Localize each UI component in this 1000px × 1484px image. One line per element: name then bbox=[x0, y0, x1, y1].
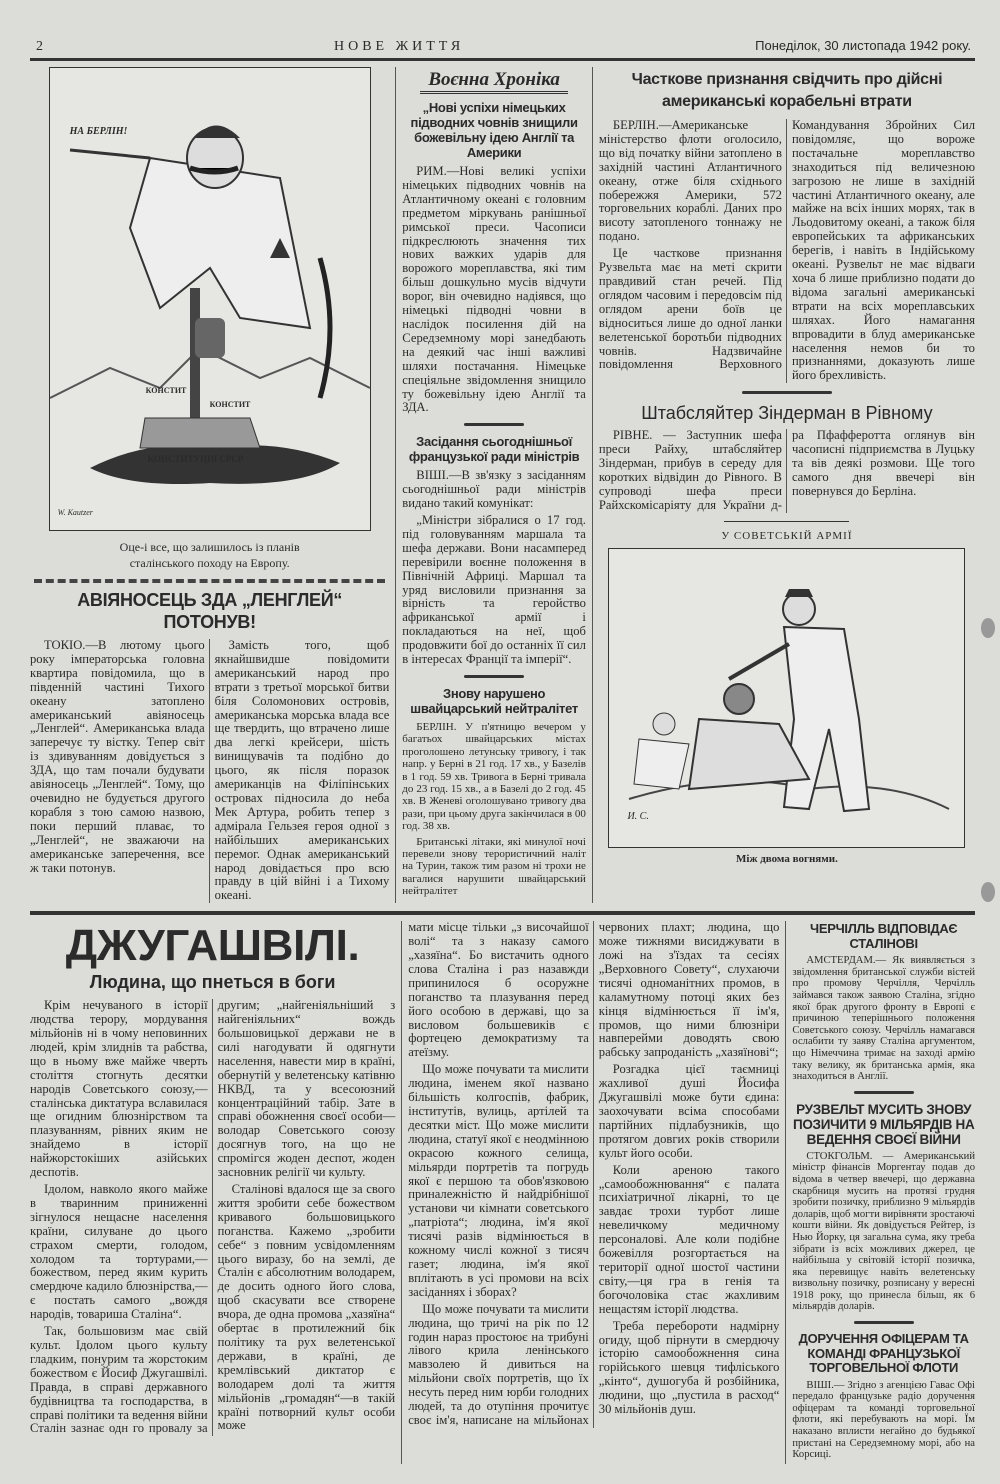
cartoon-stalin bbox=[49, 67, 371, 531]
sindermann-headline: Штабсляйтер Зіндерман в Рівному bbox=[641, 403, 933, 424]
ornament-divider bbox=[464, 675, 524, 678]
soviet-army-cartoon-caption: Між двома вогнями. bbox=[736, 852, 838, 865]
stalin-article-left bbox=[30, 921, 395, 1436]
soviet-army-cartoon-title: У СОВЕТСЬКІЙ АРМІЇ bbox=[721, 529, 853, 542]
column-divider bbox=[395, 67, 396, 903]
paragraph: АМСТЕРДАМ.— Як виявляється з звідомлення британської служби вістей про промову Черчілля, Черчілль займався також заявою Сталіна, згідно якої брак другого фронту в Европі є причиною теперішнього положення Советського союзу. Черчілль намагався ослабити ту заяву Сталіна аргументом, що Німеччина тримає на заході армію таку велику, як британська армія, яка знаходиться в Англії. bbox=[792, 955, 975, 1083]
stalin-article-body-part2 bbox=[408, 921, 779, 1428]
us-losses-headline: Часткове признання свідчить про дійсні американські корабельні втрати bbox=[631, 71, 943, 110]
cartoon-lettering-konstit-1: КОНСТИТ bbox=[145, 386, 187, 395]
churchill-article-body bbox=[792, 955, 975, 1083]
langley-article-body bbox=[30, 639, 389, 903]
cartoon-soviet-army bbox=[608, 548, 965, 848]
column-divider bbox=[785, 921, 786, 1464]
cartoon-signature: W. Kautzer bbox=[57, 508, 93, 517]
dotted-rule bbox=[34, 579, 385, 583]
swiss-neutrality-article-body bbox=[402, 721, 586, 898]
paragraph: мати місце тільки „з височайшої волі“ та з наказу самого „хазяїна“. Бо вистачить одного слова Сталіна і раз назавжди припинилося б осоружне поганство та плазування перед його особою в державі, що за висловом большевиків є фортецею демократизму та атеїзму. bbox=[408, 920, 589, 1060]
vichy-fleet-headline: ДОРУЧЕННЯ ОФІЦЕРАМ ТА КОМАНДІ ФРАНЦУЗЬКОЇ ТОРГОВЕЛЬНОЇ ФЛОТИ bbox=[798, 1331, 969, 1376]
u-boat-headline: „Нові успіхи німецьких підводних човнів знищили божевільну ідею Англії та Америки bbox=[410, 100, 578, 160]
right-column bbox=[599, 67, 975, 865]
column-divider bbox=[401, 921, 402, 1464]
paragraph: СТОКГОЛЬМ. — Американський міністр фінансів Моргентау подав до відома в четвер ввечері, що державна скарбниця мусить на протязі грудня зробити позичку, приблизно 9 мільярдів доларів, щоб могти вирівняти зростаючі кошти війни. Як довідується Рейтер, із Нью Йорку, ця загальна сума, яку треба зібрати із всіх можливих джерел, це найбільша у світовій історії позичка, яка перевищує навіть велетенську визвольну позичку, розписану у вересні 1918 року, що принесла більш, як 6 мільярдів доларів. bbox=[792, 1150, 975, 1313]
war-chronicle-column bbox=[402, 67, 586, 901]
paragraph: Розгадка цієї таємниці жахливої душі Йосифа Джугашвілі може бути єдина: заохочувати всіма способами партійних підлабузників, що протягом довгих років створили культ його особи. bbox=[598, 1062, 780, 1160]
paragraph: Ідолом, навколо якого майже в тваринним приниженні зігнулося нещасне населення країни, силуване до цього страхом смерти, голодом, холодом та тортурами,—божеством, перед яким курить смердюче кадило блюзнірства,—є постать самого „вождя народів, товариша Сталіна“. bbox=[30, 1182, 208, 1322]
left-column bbox=[30, 67, 389, 903]
masthead bbox=[30, 38, 975, 61]
top-section bbox=[30, 67, 975, 903]
cartoon-lettering-constitution: КОНСТИТУЦІЯ СРСР bbox=[147, 454, 244, 464]
news-briefs-column bbox=[792, 921, 975, 1464]
paragraph: Що може почувати та мислити людина, що тричі на рік по 12 годин нараз простоює на трибуні лівого крила ленінського мавзолею й дивиться на мільйони своїх портретів, що їх несуть перед ним юрби голодних людей, та до отупіння прочитує своє ім'я, написане на мільйонах червоних плахт; людина, що може тижнями висиджувати в ложі на з'їздах та сесіях „Верховного Совету“, слухаючи тисячі одноманітних промов, в каламутному потоці яких без кінця відмінюється її ім'я, промов, що ними блюзніри навперейми доводять свою рабську запроданість „хазяїнові“; bbox=[408, 920, 780, 1427]
langley-headline: АВІЯНОСЕЦЬ ЗДА „ЛЕНГЛЕЙ“ ПОТОНУВ! bbox=[77, 590, 343, 632]
war-chronicle-rubric: Воєнна Хроніка bbox=[420, 69, 568, 94]
us-losses-article-body bbox=[599, 119, 975, 383]
cartoon-stalin-caption bbox=[30, 539, 389, 571]
swiss-neutrality-headline: Знову нарушено швайцарський нейтралітет bbox=[410, 686, 578, 716]
bottom-section bbox=[30, 921, 975, 1464]
paragraph: Сталінові вдалося ще за свого життя зробити себе божеством кривавого большовицького поганства. Кажемо „зробити себе“ з повним усвідомленням цього виразу, бо на землі, де Сталін є абсолютним володарем, де досить одного його слова, щоб скасувати все створене вчора, де одна промова „хазяїна“ обертає в протилежний бік політику та рух велетенської держави, в країні, де кремлівський диктатор є володарем долі та життя мільйонів „громадян“—в такій країні потворний культ особи може bbox=[217, 1182, 396, 1433]
french-council-headline: Засідання сьогоднішньої французької ради міністрів bbox=[408, 434, 580, 465]
cartoon-signature: И. С. bbox=[627, 810, 649, 822]
french-council-article-body bbox=[402, 469, 586, 667]
caption-line-1: Оце-і все, що залишилось із планів bbox=[119, 540, 300, 554]
paragraph: ВІШІ.— Згідно з агенцією Гавас Офі передало французьке радіо доручення офіцерам та команді торговельної флоти, які перебувають на морі. Їм наказано вплисти негайно до будьякої пристані на Середземному морі, або на Корсиці. bbox=[792, 1379, 975, 1461]
stalin-article-headline: ДЖУГАШВІЛІ. bbox=[65, 921, 360, 971]
commissar-soldiers-illustration bbox=[609, 549, 964, 847]
section-thick-rule bbox=[30, 911, 975, 915]
churchill-headline: ЧЕРЧІЛЛЬ ВІДПОВІДАЄ СТАЛІНОВІ bbox=[810, 921, 958, 952]
column-divider bbox=[592, 67, 593, 903]
paragraph: „Міністри зібралися о 17 год. під головуванням маршала та шефа держави. Вони насамперед перевірили воєнне положення в Північній Африці. Маршал та уряд висловили признання за вірність та геройство африканської армії і покладаються на неї, щоб продовжити бої до останніх її сил в інтересах Франції та імперії“. bbox=[402, 513, 586, 667]
paragraph: ВІШІ.—В зв'язку з засіданням сьогоднішньої ради міністрів видано такий комунікат: bbox=[402, 468, 586, 511]
paragraph: Замість того, щоб якнайшвидше повідомити американський народ про втрати з третьої морської битви біля Соломонових островів, американська морська влада все ще твердить, що втрачено лише два легкі крейсери, шість винищувачів та подібно до цього, як після поразок американців на Філіпінських островах підносила до неба Мек Артура, робить тепер з адмірала Гельзея героя одної з найбільших американських перемог. Однак американський народ довідається про всю правду в цій війні і а Тихому океані. bbox=[214, 638, 390, 903]
issue-date: Понеділок, 30 листопада 1942 року. bbox=[755, 38, 971, 53]
page-number: 2 bbox=[36, 39, 43, 54]
paragraph: БЕРЛІН. У п'ятницю вечером у багатьох швайцарських містах проголошено летунську тривогу, і так напр. у Берні в 21 год. 17 хв., у Базелів в 1 год. 59 хв. Тривога в Берні тривала до 23 год. 15 хв., а в Базелі до 2 год. 45 хв. В Женеві оголошувано тривогу два рази, при цьому друга закінчилася в 00 год. 38 хв. bbox=[402, 721, 586, 833]
roosevelt-headline: РУЗВЕЛЬТ МУСИТЬ ЗНОВУ ПОЗИЧИТИ 9 МІЛЬЯРДІВ НА ВЕДЕННЯ СВОЄЇ ВІЙНИ bbox=[792, 1101, 975, 1147]
binder-hole bbox=[981, 618, 995, 638]
paragraph: Що може почувати та мислити людина, іменем якої названо більшість колгоспів, фабрик, інститутів, вулиць, артілей та десятки міст. Що може мислити людина, статуї якої є неодмінною окрасою кожного селища, мільярди портретів та погрудь якої є першою та обов'язковою приналежністю й найдрібнішої установи чи кімнати советського „патріота“; людина, ім'я якої тисячі разів відмінюється в кожному числі кожної з тисяч газет; людина, ім'я якої вплітають в усі промови на всіх засіданнях і зборах? bbox=[408, 1062, 589, 1299]
paragraph: Британські літаки, які минулої ночі перевели знову терористичний наліт на Турин, також тим разом ні трохи не вагалися нарушити швайцарський нейтралітет bbox=[402, 835, 586, 898]
caption-line-2: сталінського походу на Европу. bbox=[129, 556, 290, 570]
roosevelt-article-body bbox=[792, 1151, 975, 1313]
paragraph: РИМ.—Нові великі успіхи німецьких підводних човнів на Атлантичному океані є головним предметом міркувань ранішньої римської преси. Часописи підкреслюють значення тих нових важких ударів для ворожого мореплавства, які тим більш дошкульно мусів відчути ворог, він очевидно надіявся, що німецькі підводні човни в наслідок посилення дій на Середземному морі занедбають на деякий час інші важливі шляхи постачання. Німецьке спеціяльне звідомлення знищило ту божевільну ідею Англії та ЗДА. bbox=[402, 164, 586, 415]
newspaper-page bbox=[30, 0, 975, 1484]
ornament-divider bbox=[854, 1321, 914, 1324]
paragraph: БЕРЛІН.—Американське міністерство флоти оголосило, що від початку війни затоплено в західній частині Атлантичного океану, отже біля східнього побережжя Америки, 572 торговельних кораблі. Даних про висоту затопленого тоннажу не подано. bbox=[598, 118, 782, 244]
section-rule bbox=[724, 521, 849, 522]
stalin-article-subheadline: Людина, що пнеться в боги bbox=[89, 972, 336, 993]
stalin-article-right bbox=[408, 921, 779, 1428]
newspaper-title: НОВЕ ЖИТТЯ bbox=[333, 39, 465, 54]
ornament-divider bbox=[742, 391, 832, 394]
ornament-divider bbox=[854, 1091, 914, 1094]
paragraph: Це часткове признання Рузвельта має на меті скрити правдивий стан речей. Під оглядом часовим і передовсім під оглядом арени боїв це відноситься лише до одної ланки велетенської боротьби підводних човнів. Надзвичайне повідомлення Верховного Командування Збройних Сил повідомляє, що вороже постачальне мореплавство знаходиться під величезною загрозою не лише в західній частині Атлантичного океану, але майже на всіх інших морях, так в Льодовитому океані, а також біля европейських та африканських берегів, і навіть в Індійському океані. Рузвельт не має відваги хоча б лише приблизно подати до відома загальні американські втрати на всіх мореплавських шляхах. Його намагання впровадити в блуд американське населення немов би то признаннями, доказують лише його брехливість. bbox=[598, 118, 975, 383]
u-boat-article-body bbox=[402, 165, 586, 415]
paragraph: РІВНЕ. — Заступник шефа преси Райху, штабсляйтер Зіндерман, прибув в середу для коротких відвідин до Рівного. В супроводі шефа преси Райхскомісаріяту для України д-ра Пфафферотта оглянув він часописні підприємства в Луцьку та вів деякі розмови. Ще того самого дня ввечері він повернувся до Берліна. bbox=[598, 428, 975, 512]
paragraph: Коли ареною такого „самообожнювання“ є палата психіатричної лікарні, то це завдає трохи турбот лише невеличкому медичному персоналові. Але коли подібне божевілля розгортається на території одної шостої частини світу,—ця гра в генія та богочоловіка стає жахливим нещастям історії людства. bbox=[598, 1162, 780, 1316]
binder-hole bbox=[981, 882, 995, 902]
paragraph: Крім нечуваного в історії людства терору, мордування мільйонів ні в чому неповинних людей, крім злиднів та рабства, що в ньому вже майже чверть століття стогнуть десятки народів Советського союзу,—сталінська диктатура вславилася ще огидним блюзнірством та плазуванням, рівних яким не знайдемо в історії найжорстокіших азійських деспотів. bbox=[30, 998, 208, 1180]
cartoon-lettering-konstit-2: КОНСТИТ bbox=[209, 400, 251, 409]
ornament-divider bbox=[464, 423, 524, 426]
paragraph: Так, большовизм має свій культ. Ідолом цього культу гладким, понурим та жорстоким божеством є Йосиф Джугашвілі. Правда, в справі державного будівництва та господарства, в справі політики та ведення війни Сталін зазнає одн го провалу за другим; „найгеніяльніший з найгеніяльних“ вождь большовицької держави не в силі нагодувати й одягнути населення, навести мир в країні, обернутій у велетенську катівню НКВД, та у всесоюзний концентраційний табір. Зате в справі обожнення своєї особи—володар Советського союзу досягнув того, на що не спромігся жоден деспот, жоден засновник релігії чи культу. bbox=[30, 998, 396, 1436]
paragraph: Треба перебороти надмірну огиду, щоб пірнути в смердючу історію самообожнення сина горійського шевця тифліського „кінто“, душогуба й розбійника, людини, що „пустила в расход“ 30 мільйонів душ. bbox=[598, 1318, 780, 1417]
stalin-article-body-part1 bbox=[30, 999, 395, 1436]
sindermann-article-body bbox=[599, 429, 975, 512]
cartoon-lettering-to-berlin: НА БЕРЛІН! bbox=[69, 126, 128, 137]
paragraph: ТОКІО.—В лютому цього року імператорська головна квартира повідомила, що в південній частині Тихого океану затоплено американський авіяносець „Ленглей“. Американська влада заперечує ту вістку. Тепер світ із здивуванням довідується з ЗДА, що там почали будувати авіяносець „Ленглей“. Тому, що очевидно не будується другого корабля з тою самою назвою, поки перший плаває, то „Ленглей“, не зважаючи на американське заперечення, все ж таки потонув. bbox=[30, 638, 205, 875]
